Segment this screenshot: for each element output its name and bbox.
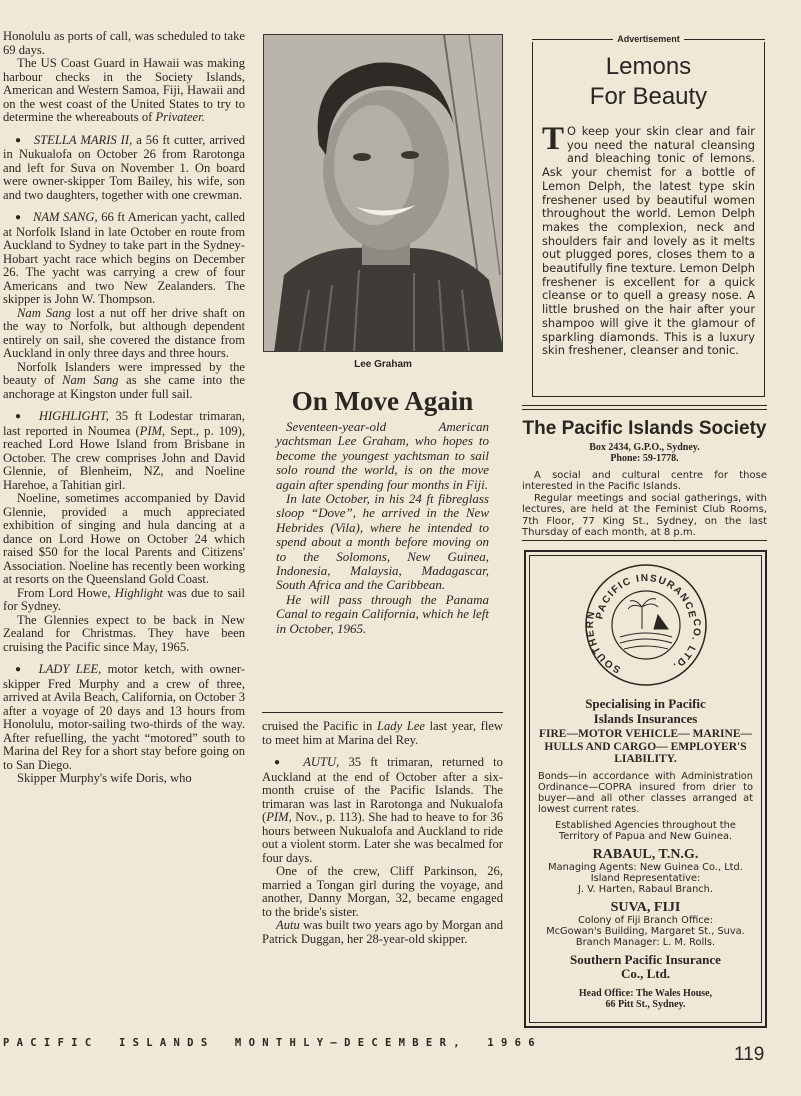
paragraph-lord-howe: From Lord Howe, Highlight was due to sail for Sydney. [3,585,246,613]
paragraph-nam-sang-nut: Nam Sang lost a nut off her drive shaft on the way to Norfolk, but although dependent entirely on sail, she covered the distance from Auckland in only three days and three hours. [3,305,245,360]
rabaul-heading: RABAUL, T.N.G. [592,846,699,862]
lemon-advertisement [532,42,765,397]
intro-paragraph: Seventeen-year-old American yachtsman Lee Graham, who hopes to become the youngest yachtsman to sail solo round the world, is on the move again after spending four months in Fiji. [276,419,489,492]
portrait-photo [263,34,503,352]
vessel-name: LADY LEE, [38,662,102,676]
entry-autu: ● AUTU, 35 ft trimaran, returned to Auckland at the end of October after a six-month cruise of the Pacific Islands. The trimaran was last in Rarotonga and Nukualofa (PIM, Nov., p. 113). She had to heave to for 36 hours between Nukualofa and Auckland to ride out a violent storm. Later she was becalmed for four days. [262,756,503,865]
vessel-name: STELLA MARIS II, [33,132,133,147]
divider [522,540,767,541]
insurance-bonds: Bonds—in accordance with Administration Ordinance—COPRA insured from drier to buyer—and all other classes arranged at lowest current rates. [538,770,753,815]
paragraph-noeline: Noeline, sometimes accompanied by David Glennie, provided a much appreciated exhibition of singing and hula dancing at a dance on Lord Howe on October 24 which raised $50 for the local Parents and Citizens' Association. Noeline has recently been working at resorts on the Queensland Gold Coast. [3,491,245,586]
svg-text:CO. LTD.: CO. LTD. [669,618,702,672]
page-footer-masthead: P A C I F I C I S L A N D S M O N T H L Y — D E C E M B E R , 1 9 6 6 [3,1037,536,1049]
paragraph-glennies: The Glennies expect to be back in New Zealand for Christmas. They have been cruising the Pacific since May, 1965. [3,612,245,654]
paragraph-doris: cruised the Pacific in Lady Lee last year, flew to meet him at Marina del Rey. [262,719,503,747]
entry-lady-lee: ● LADY LEE, motor ketch, with owner-skipper Fred Murphy and a crew of three, arrived at Avila Beach, California, on October 3 after a voyage of 20 days and 13 hours from Honolulu, motor-sailing two-thirds of the way. After refuelling, the yacht “motored” south to Marina del Rey for a short stay before going on to San Diego. [3,663,245,772]
vessel-name: NAM SANG, [32,210,98,224]
paragraph-skipper-murphy: Skipper Murphy's wife Doris, who [17,771,192,785]
intro-paragraph: In late October, in his 24 ft fibreglass sloop “Dove”, he arrived in the New Hebrides (Vila), where he intended to spend about a month before moving on to the Solomons, New Guinea, Indonesia, Malaysia, Madagascar, South Africa and the Caribbean. [276,491,489,593]
drop-cap: T [542,121,565,157]
vessel-name: HIGHLIGHT, [38,409,109,423]
entry-stella-maris: ● STELLA MARIS II, a 56 ft cutter, arrived in Nukualofa on October 26 from Rarotonga and left for Suva on November 1. On board were owner-skipper Tom Bailey, his wife, son and two daughters, together with one crewman. [3,134,245,203]
paragraph-norfolk: Norfolk Islanders were impressed by the beauty of Nam Sang as she came into the anchorage at Kingston under full sail. [3,359,245,401]
suva-heading: SUVA, FIJI [610,899,681,915]
head-office: Head Office: The Wales House, 66 Pitt St., Sydney. [578,987,713,1010]
entry-highlight: ● HIGHLIGHT, 35 ft Lodestar trimaran, last reported in Noumea (PIM, Sept., p. 109), reached Lord Howe Island from Brisbane in October. The crew comprises John and David Glennie, of Blenheim, NZ, and Noeline Harehoe, a Tahitian girl. [3,410,245,492]
paragraph-coast-guard: The US Coast Guard in Hawaii was making harbour checks in the Society Islands, American and Western Samoa, Fiji, Hawaii and on the west coast of the United States to try to determine the whereabouts of Privateer. [3,56,245,124]
insurance-agencies: Established Agencies throughout the Territory of Papua and New Guinea. [555,819,736,842]
divider [522,409,767,410]
advertisement-label: Advertisement [532,34,765,44]
ad-body: T O keep your skin clear and fair you need the natural cleansing and bleaching tonic of lemons. Ask your chemist for a bottle of Lemon Delph, the latest type skin freshener used by beautiful women throughout the world. Lemon Delph makes the complexion, neck and shoulders fair and lovely as it melts out plugged pores, closes them to a beautifully fine texture. Lemon Delph freshener is excellent for a quick cleanse or to quell a greasy nose. A little brushed on the hair after your shampoo will give it the glamour of sparkling diamonds. This is a luxury skin freshener, cleanser and tonic. [542,121,755,358]
column-middle [262,720,503,946]
paragraph-crew: One of the crew, Cliff Parkinson, 26, married a Tongan girl during the voyage, and another, Danny Morgan, 32, became engaged to the bride's sister. [262,864,503,919]
society-address: Box 2434, G.P.O., Sydney. Phone: 59-1778. [589,442,700,464]
story-headline: On Move Again [291,386,474,416]
page-number: 119 [734,1044,765,1065]
company-name: Southern Pacific Insurance Co., Ltd. [570,951,721,981]
paragraph-autu-built: Autu was built two years ago by Morgan and Patrick Duggan, her 28-year-old skipper. [262,918,503,946]
svg-text:PACIFIC INSURANCE: PACIFIC INSURANCE [593,572,698,621]
portrait-illustration [264,35,503,352]
society-title: The Pacific Islands Society [522,418,767,439]
insurance-seal-icon [584,563,708,687]
column-left [3,30,245,786]
paragraph-privateer: Honolulu as ports of call, was scheduled to take 69 days. [3,29,245,57]
divider [522,405,767,406]
ad-title: Lemons For Beauty [589,53,708,110]
svg-text:SOUTHERN: SOUTHERN [584,609,623,675]
intro-paragraph: He will pass through the Panama Canal to regain California, which he left in October, 1965. [276,591,489,636]
society-description: A social and cultural centre for those interested in the Pacific Islands. Regular meetings and social gatherings, with lectures, are held at the Feminist Club Rooms, 7th Floor, 77 King St., Sydney, on the last Thursday of each month, at 8 p.m. [522,470,767,539]
society-notice [522,418,767,538]
story-intro [276,420,489,636]
insurance-advertisement [524,550,767,1028]
insurance-classes: FIRE—MOTOR VEHICLE— MARINE—HULLS AND CARGO— EMPLOYER'S LIABILITY. [539,728,752,765]
entry-nam-sang: ● NAM SANG, 66 ft American yacht, called at Norfolk Island in late October en route from Auckland to Sydney to take part in the Sydney-Hobart yacht race which begins on December 26. The yacht was carrying a crew of four Americans and two New Zealanders. The skipper is John W. Thompson. [3,211,245,307]
insurance-text: Specialising in Pacific Islands Insurances FIRE—MOTOR VEHICLE— MARINE—HULLS AND CARGO— EMPLOYER'S LIABILITY. Bonds—in accordance with Administration Ordinance—COPRA insured from drier to buyer—and all other classes arranged at lowest current rates. Established Agencies throughout the Territory of Papua and New Guinea. RABAUL, T.N.G. Managing Agents: New Guinea Co., Ltd. Island Representative: J. V. Harten, Rabaul Branch. SUVA, FIJI Colony of Fiji Branch Office: McGowan's Building, Margaret St., Suva. Branch Manager: L. M. Rolls. Southern Pacific Insurance Co., Ltd. Head Office: The Wales House, 66 Pitt St., Sydney. [538,696,753,1010]
vessel-name: AUTU, [303,755,340,769]
photo-caption: Lee Graham [354,359,412,370]
divider [262,712,503,713]
